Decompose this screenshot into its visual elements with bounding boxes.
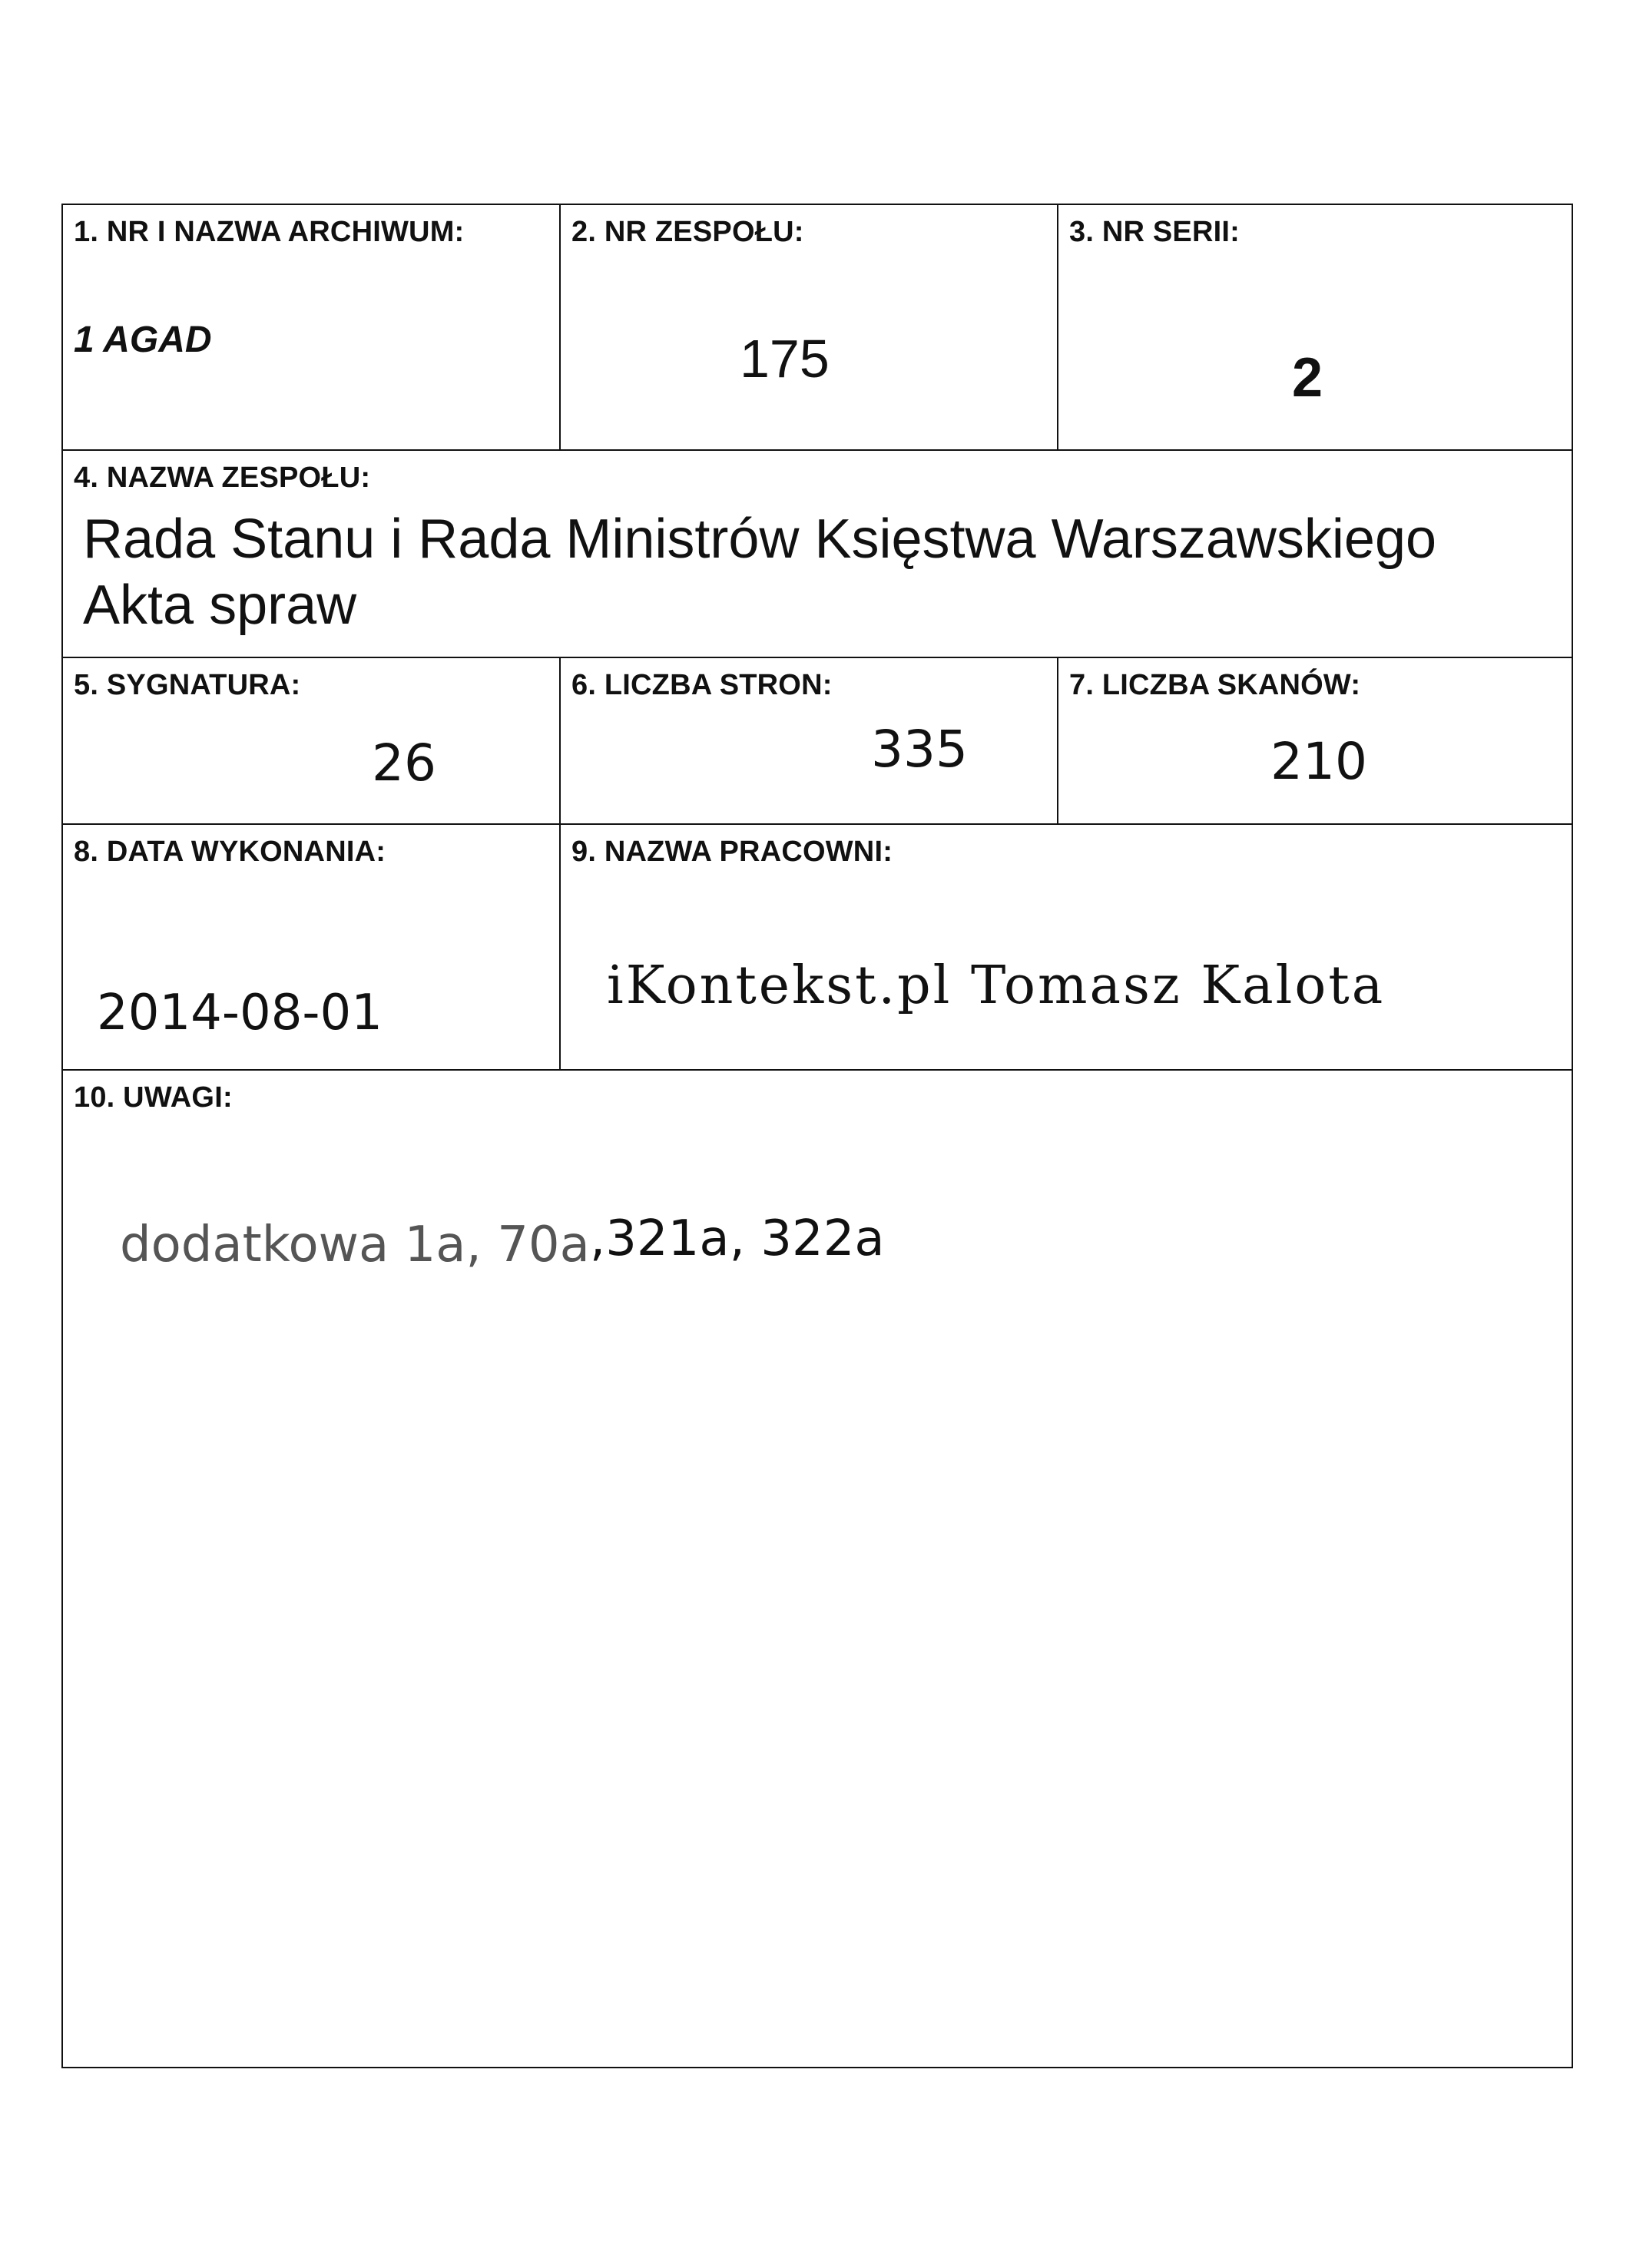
signature-value: 26	[372, 733, 436, 793]
notes-value-part-2: ,321a, 322a	[589, 1210, 885, 1267]
form-row-1	[63, 205, 1572, 451]
form-row-2	[63, 451, 1572, 658]
date-value: 2014-08-01	[97, 985, 383, 1041]
archive-label: 1. NR I NAZWA ARCHIWUM:	[74, 216, 465, 248]
fonds-name-line-2: Akta spraw	[83, 574, 357, 636]
workshop-value: iKontekst.pl Tomasz Kalota	[607, 955, 1386, 1016]
notes-cell	[63, 1071, 1572, 2067]
scan-count-value: 210	[1270, 732, 1367, 791]
series-number-value: 2	[1292, 347, 1323, 409]
notes-label: 10. UWAGI:	[74, 1081, 233, 1114]
signature-label: 5. SYGNATURA:	[74, 669, 301, 701]
date-cell	[63, 825, 559, 1069]
series-number-cell	[1057, 205, 1573, 449]
page-count-cell	[559, 658, 1057, 823]
form-row-5	[63, 1071, 1572, 2067]
archive-metadata-form	[61, 204, 1573, 2068]
page-count-label: 6. LICZBA STRON:	[571, 669, 833, 701]
form-row-3	[63, 658, 1572, 825]
fonds-name-cell	[63, 451, 1572, 657]
fonds-name-line-1: Rada Stanu i Rada Ministrów Księstwa Warszawskiego	[83, 508, 1437, 570]
series-number-label: 3. NR SERII:	[1069, 216, 1240, 248]
workshop-label: 9. NAZWA PRACOWNI:	[571, 836, 893, 868]
fonds-name-label: 4. NAZWA ZESPOŁU:	[74, 462, 371, 494]
notes-value	[120, 1210, 885, 1273]
fonds-number-label: 2. NR ZESPOŁU:	[571, 216, 804, 248]
archive-cell	[63, 205, 559, 449]
workshop-cell	[559, 825, 1573, 1069]
scan-count-label: 7. LICZBA SKANÓW:	[1069, 669, 1361, 701]
date-label: 8. DATA WYKONANIA:	[74, 836, 386, 868]
archive-value: 1 AGAD	[74, 320, 212, 360]
notes-value-part-1: dodatkowa 1a, 70a	[120, 1217, 590, 1273]
scan-count-cell	[1057, 658, 1573, 823]
fonds-number-value: 175	[740, 329, 830, 389]
signature-cell	[63, 658, 559, 823]
fonds-number-cell	[559, 205, 1057, 449]
page-count-value: 335	[871, 720, 968, 779]
form-row-4	[63, 825, 1572, 1071]
